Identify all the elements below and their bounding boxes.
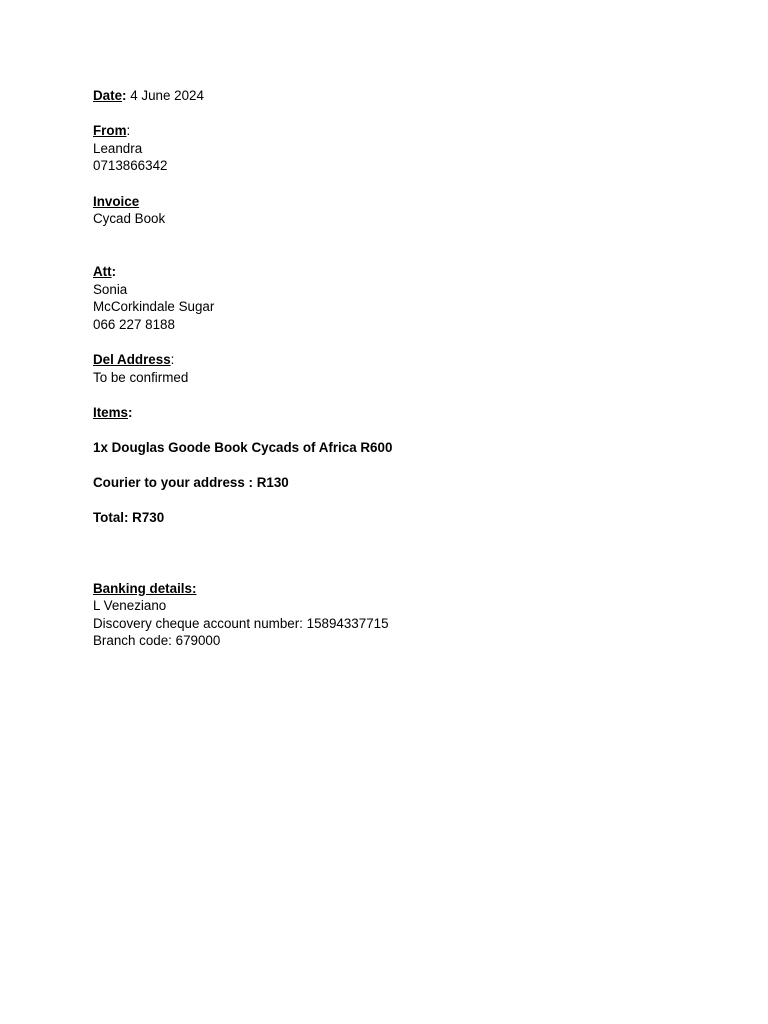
att-heading	[93, 263, 713, 281]
invoice-label: Invoice	[93, 193, 140, 209]
banking-branch: Branch code: 679000	[93, 633, 221, 649]
att-company: McCorkindale Sugar	[93, 299, 215, 315]
total-line: Total: R730	[93, 510, 165, 526]
courier-line: Courier to your address : R130	[93, 475, 289, 491]
spacer	[93, 456, 713, 474]
spacer	[93, 175, 713, 193]
banking-label: Banking details:	[93, 580, 197, 596]
items-heading	[93, 404, 713, 422]
att-colon: :	[111, 263, 117, 279]
from-label: From	[93, 123, 127, 139]
from-phone: 0713866342	[93, 158, 168, 174]
items-colon: :	[127, 404, 133, 420]
spacer	[93, 105, 713, 123]
banking-account: Discovery cheque account number: 15894337715	[93, 615, 389, 631]
spacer	[93, 228, 713, 263]
del-address-label: Del Address	[93, 351, 171, 367]
invoice-description: Cycad Book	[93, 211, 166, 227]
date-value: 4 June 2024	[126, 88, 204, 103]
del-address-value: To be confirmed	[93, 369, 189, 385]
invoice-heading	[93, 193, 713, 211]
date-line	[93, 87, 713, 105]
att-phone: 066 227 8188	[93, 316, 175, 332]
items-label: Items	[93, 404, 128, 420]
spacer	[93, 333, 713, 351]
from-name: Leandra	[93, 140, 143, 156]
line-item: 1x Douglas Goode Book Cycads of Africa R600	[93, 439, 393, 455]
spacer	[93, 386, 713, 404]
del-address-heading	[93, 351, 713, 369]
banking-name: L Veneziano	[93, 598, 167, 614]
from-heading	[93, 122, 713, 140]
spacer	[93, 492, 713, 510]
spacer	[93, 527, 713, 580]
invoice-document	[93, 87, 713, 650]
banking-heading	[93, 580, 713, 598]
date-colon: :	[122, 88, 127, 103]
spacer	[93, 421, 713, 439]
del-address-colon: :	[170, 351, 175, 367]
date-label: Date	[93, 88, 123, 103]
att-label: Att	[93, 263, 112, 279]
from-colon: :	[126, 123, 131, 139]
att-name: Sonia	[93, 281, 128, 297]
